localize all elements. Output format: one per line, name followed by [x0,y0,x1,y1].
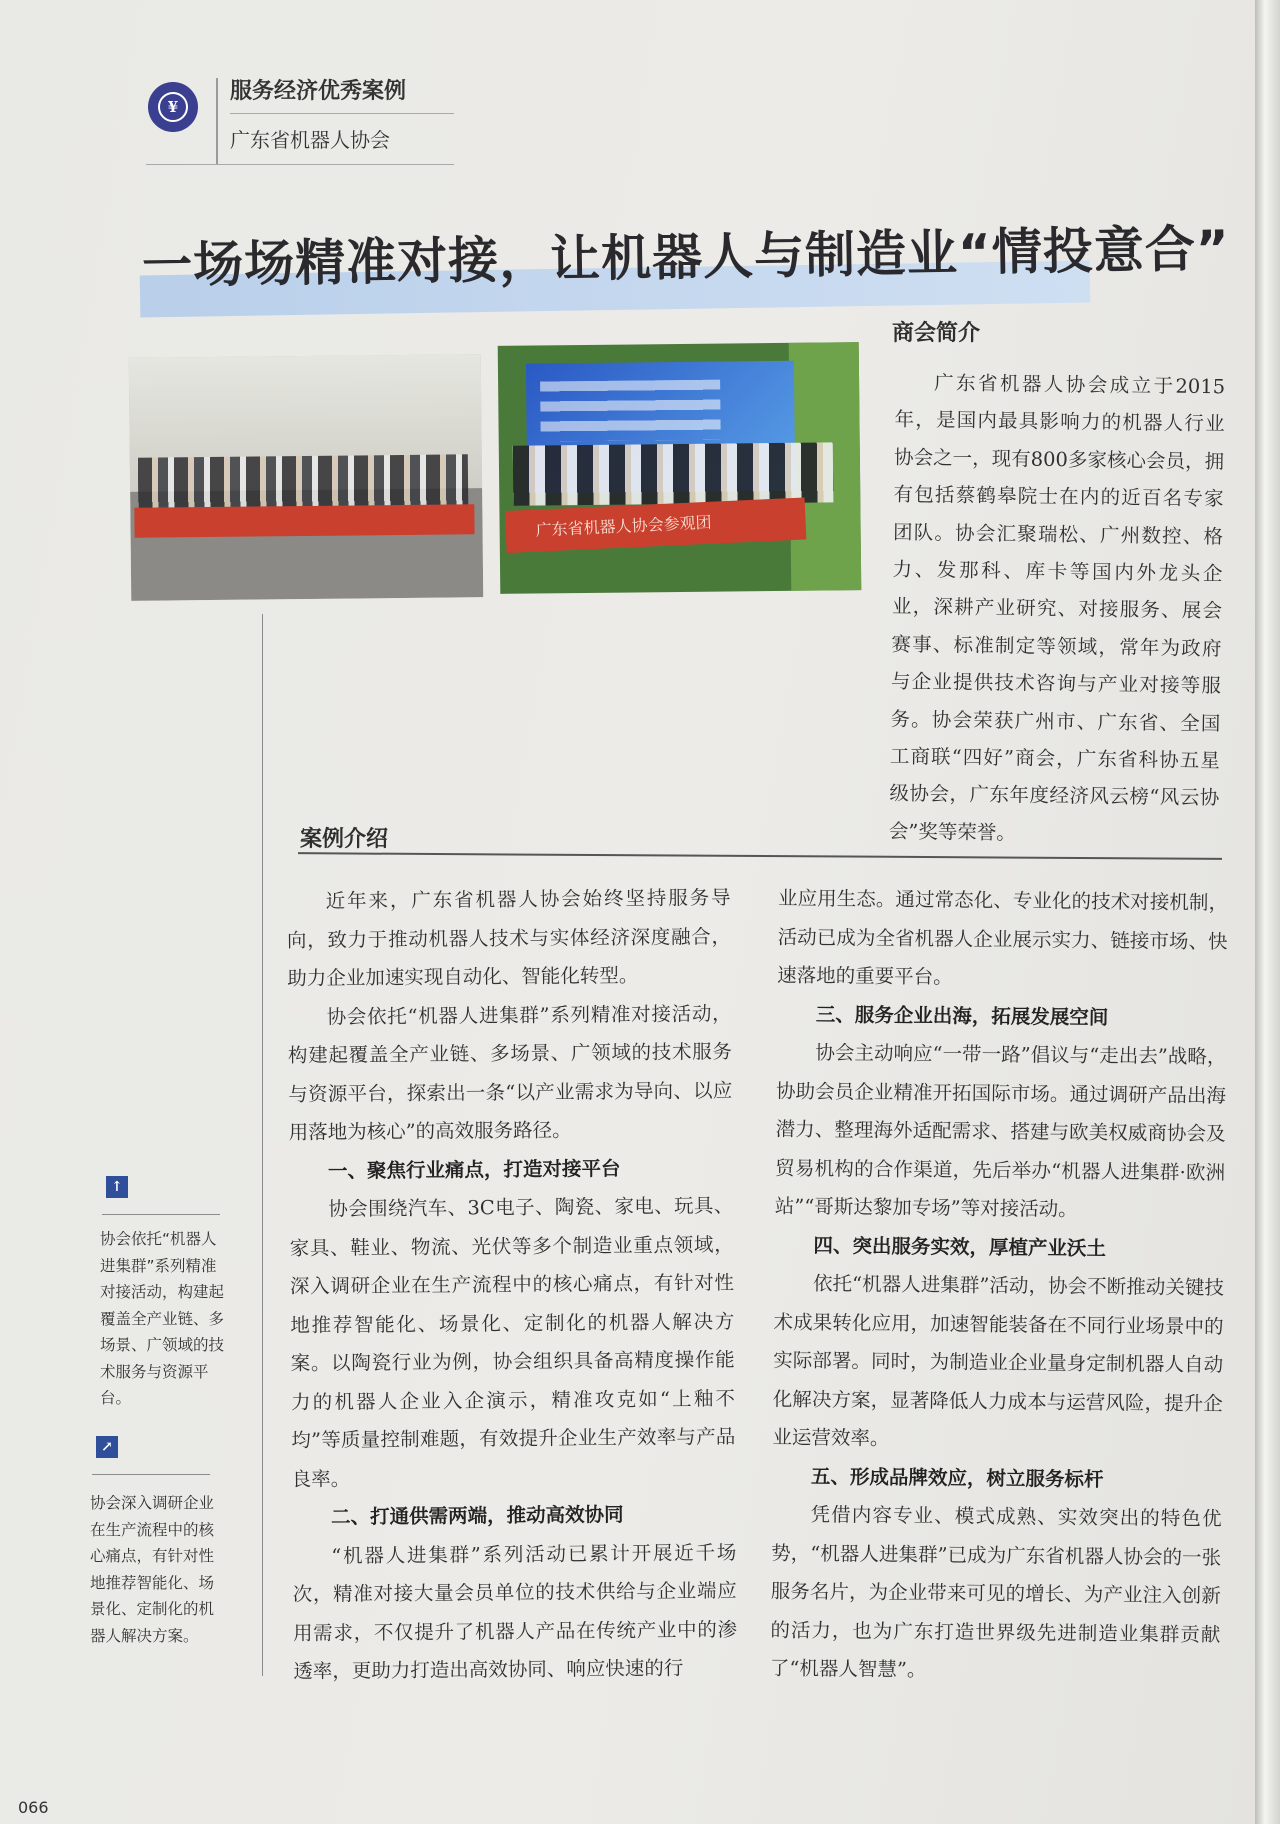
case-paragraph: 近年来，广东省机器人协会始终坚持服务导向，致力于推动机器人技术与实体经济深度融合，助力企业加速实现自动化、智能化转型。 [286,886,732,990]
intro-heading: 商会简介 [892,321,981,346]
case-heading-rule [298,852,1222,860]
header-divider-vertical [216,78,218,164]
photo-banner [134,504,474,538]
article-title: 一场场精准对接，让机器人与制造业“情投意合” [141,219,1231,295]
group-photo-meeting-room [129,354,484,601]
case-subheading: 四、突出服务实效，厚植产业沃土 [813,1233,1107,1260]
case-column-right [770,880,1228,1693]
column-divider [262,614,263,1676]
arrow-up-icon: ↑ [106,1176,128,1198]
money-bag-glyph: ¥ [158,92,188,122]
group-photo-exhibition [498,342,862,594]
case-paragraph: 依托“机器人进集群”活动，协会不断推动关键技术成果转化应用，加速智能装备在不同行业场景中的实际部署。同时，为制造业企业量身定制机器人自动化解决方案，显著降低人力成本与运营风险，提升企业运营效率。 [772,1272,1225,1450]
organization-label: 广东省机器人协会 [230,128,390,152]
side-note-text: 协会深入调研企业在生产流程中的核心痛点，有针对性地推荐智能化、场景化、定制化的机器人解决方案。 [90,1494,215,1645]
case-paragraph: 凭借内容专业、模式成熟、实效突出的特色优势，“机器人进集群”已成为广东省机器人协会的一张服务名片，为企业带来可见的增长、为产业注入创新的活力，也为广东打造世界级先进制造业集群贡献了“机器人智慧”。 [769,1503,1222,1682]
header-divider-bottom [146,164,454,165]
case-paragraph: 协会主动响应“一带一路”倡议与“走出去”战略，协助会员企业精准开拓国际市场。通过调研产品出海潜力、整理海外适配需求、搭建与欧美权威商协会及贸易机构的合作渠道，先后举办“机器人进集群·欧洲站”“哥斯达黎加专场”等对接活动。 [774,1041,1227,1221]
money-bag-icon [148,82,198,132]
arrow-up-right-icon: ↗ [96,1436,118,1458]
case-paragraph: 协会依托“机器人进集群”系列精准对接活动，构建起覆盖全产业链、多场景、广领域的技术服务与资源平台，探索出一条“以产业需求为导向、以应用落地为核心”的高效服务路径。 [287,1001,733,1144]
case-column-left [286,879,737,1691]
case-subheading: 三、服务企业出海，拓展发展空间 [815,1002,1109,1029]
intro-body: 广东省机器人协会成立于2015年，是国内最具影响力的机器人行业协会之一，现有800多家核心会员，拥有包括蔡鹤皋院士在内的近百名专家团队。协会汇聚瑞松、广州数控、格力、发那科、库卡等国内外龙头企业，深耕产业研究、对接服务、展会赛事、标准制定等领域，常年为政府与企业提供技术咨询与产业对接等服务。协会荣获广州市、广东省、全国工商联“四好”商会，广东省科协五星级协会，广东年度经济风云榜“风云协会”奖等荣誉。 [888,371,1226,845]
side-note-rule [102,1214,220,1215]
case-paragraph: 协会围绕汽车、3C电子、陶瓷、家电、玩具、家具、鞋业、物流、光伏等多个制造业重点领域，深入调研企业在生产流程中的核心痛点，有针对性地推荐智能化、场景化、定制化的机器人解决方案。以陶瓷行业为例，协会组织具备高精度操作能力的机器人企业入企演示，精准攻克如“上釉不均”等质量控制难题，有效提升企业生产效率与产品良率。 [289,1194,736,1491]
series-label: 服务经济优秀案例 [230,79,407,104]
case-paragraph: 业应用生态。通过常态化、专业化的技术对接机制，活动已成为全省机器人企业展示实力、链接市场、快速落地的重要平台。 [777,886,1229,989]
case-subheading: 二、打通供需两端，推动高效协同 [330,1503,624,1529]
photo-crowd [513,442,834,505]
photo-banner-text: 广东省机器人协会参观团 [535,512,712,540]
page-edge [1255,0,1280,1824]
case-subheading: 五、形成品牌效应，树立服务标杆 [810,1464,1104,1491]
side-note-text: 协会依托“机器人进集群”系列精准对接活动，构建起覆盖全产业链、多场景、广领域的技术服务与资源平台。 [100,1230,225,1407]
page-number: 066 [18,1798,49,1817]
case-heading: 案例介绍 [300,827,389,852]
case-paragraph: “机器人进集群”系列活动已累计开展近千场次，精准对接大量会员单位的技术供给与企业端应用需求，不仅提升了机器人产品在传统产业中的渗透率，更助力打造出高效协同、响应快速的行 [292,1540,738,1683]
side-note-rule [92,1474,210,1475]
case-subheading: 一、聚焦行业痛点，打造对接平台 [327,1156,621,1183]
photo-banner [505,497,807,553]
header-divider-middle [230,113,454,114]
